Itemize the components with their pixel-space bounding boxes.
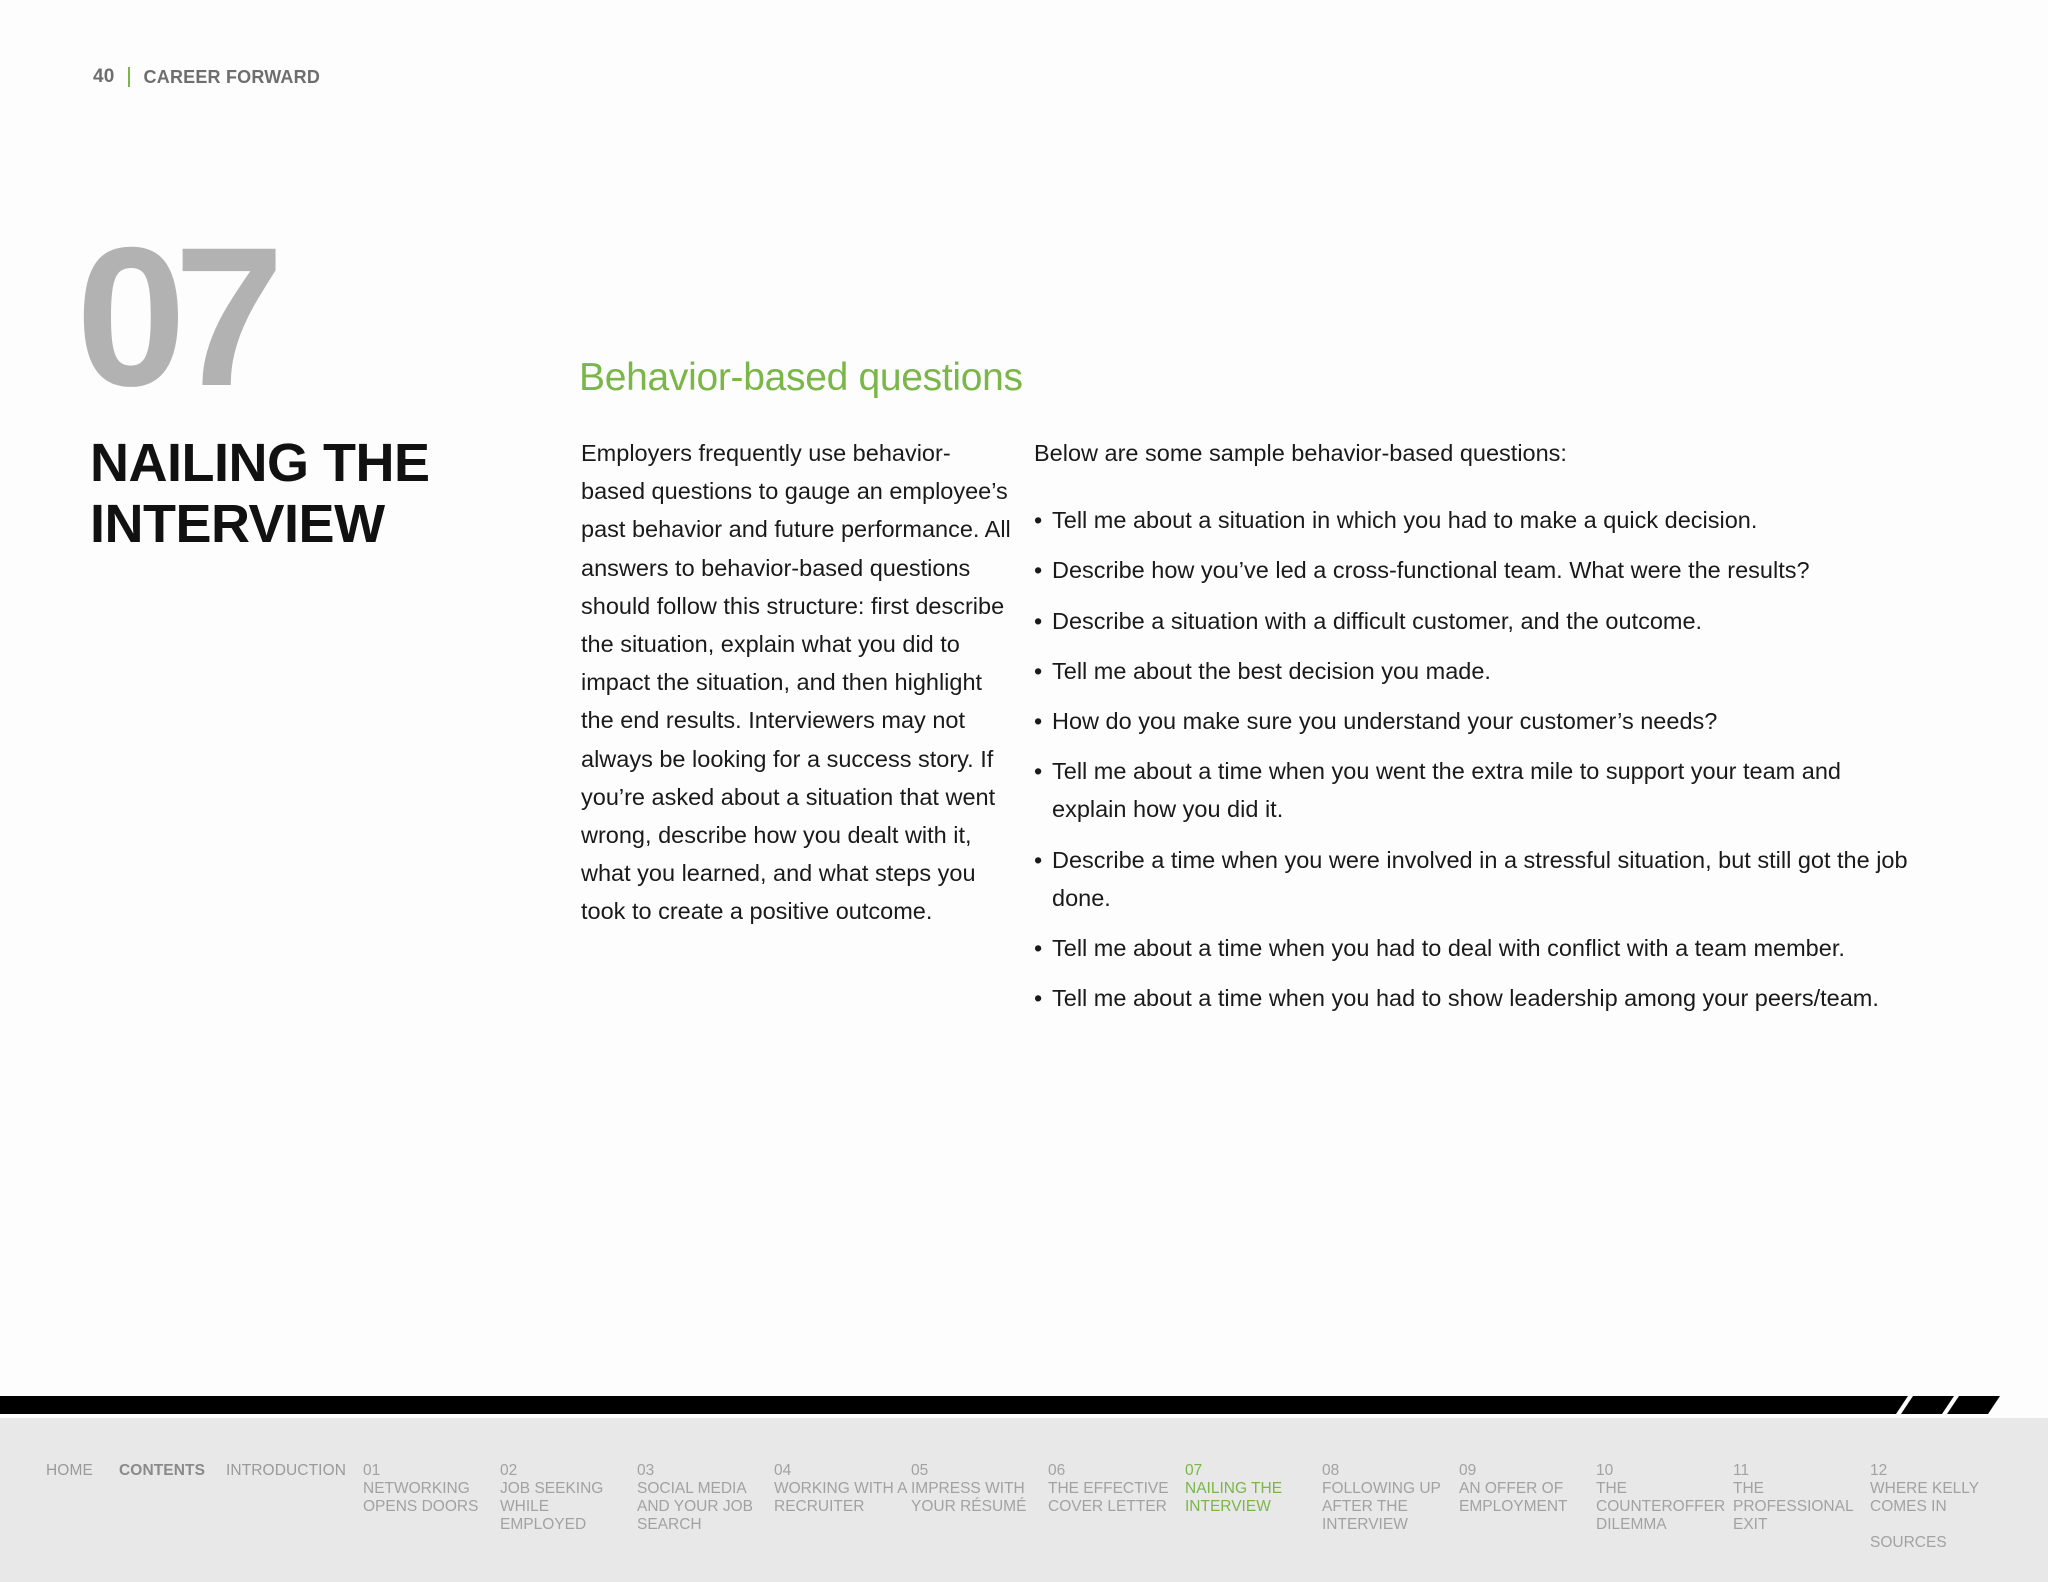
bullet: • — [1034, 557, 1043, 584]
question-item: • Describe a situation with a difficult customer, and the outcome. — [1034, 602, 1914, 640]
publication-title: CAREER FORWARD — [143, 66, 321, 87]
footer-stripe-slash — [1901, 1396, 1954, 1414]
nav-sources[interactable]: SOURCES — [1870, 1534, 1947, 1551]
bullet: • — [1034, 507, 1043, 534]
nav-home[interactable]: HOME — [46, 1462, 93, 1479]
question-item: • Tell me about a situation in which you had to make a quick decision. — [1034, 501, 1914, 539]
bullet: • — [1034, 985, 1043, 1012]
chapter-title-line: NAILING THE — [90, 433, 430, 493]
body-column — [581, 434, 1011, 931]
nav-introduction[interactable]: INTRODUCTION — [226, 1462, 347, 1479]
bullet: • — [1034, 758, 1043, 785]
nav-chapter-10[interactable]: 10 THE COUNTEROFFER DILEMMA — [1596, 1462, 1726, 1533]
question-item: • Tell me about a time when you had to show leadership among your peers/team. — [1034, 979, 1914, 1017]
chapter-title — [90, 433, 430, 555]
question-item: • Tell me about a time when you had to deal with conflict with a team member. — [1034, 929, 1914, 967]
footer-stripe-main — [0, 1396, 1908, 1414]
questions-intro: Below are some sample behavior-based questions: — [1034, 440, 1567, 466]
header-divider — [128, 67, 130, 87]
nav-chapter-05[interactable]: 05 IMPRESS WITH YOUR RÉSUMÉ — [911, 1462, 1027, 1515]
nav-chapter-11[interactable]: 11 THE PROFESSIONAL EXIT — [1733, 1462, 1854, 1533]
question-item: • Describe a time when you were involved in a stressful situation, but still got the job done. — [1034, 841, 1914, 917]
chapter-title-line: INTERVIEW — [90, 494, 385, 554]
body-paragraph: Employers frequently use behavior-based questions to gauge an employee’s past behavior and future performance. All answers to behavior-based questions should follow this structure: first describe the situation, explain what you did to impact the situation, and then highlight the end results. Interviewers may not always be looking for a success story. If you’re asked about a situation that went wrong, describe how you dealt with it, what you learned, and what steps you took to create a positive outcome. — [581, 440, 1011, 925]
questions-column — [1034, 434, 1914, 1029]
nav-chapter-02[interactable]: 02 JOB SEEKING WHILE EMPLOYED — [500, 1462, 604, 1533]
bullet: • — [1034, 657, 1043, 684]
bullet: • — [1034, 708, 1043, 735]
footer-stripe — [0, 1396, 2048, 1414]
question-item: • How do you make sure you understand your customer’s needs? — [1034, 702, 1914, 740]
nav-chapter-07[interactable]: 07 NAILING THE INTERVIEW — [1185, 1462, 1283, 1515]
nav-chapter-04[interactable]: 04 WORKING WITH A RECRUITER — [774, 1462, 907, 1515]
nav-chapter-03[interactable]: 03 SOCIAL MEDIA AND YOUR JOB SEARCH — [637, 1462, 753, 1533]
page-header — [93, 66, 320, 88]
footer-stripe-slash — [1947, 1396, 2000, 1414]
section-heading: Behavior-based questions — [579, 356, 1023, 399]
page-number: 40 — [93, 66, 115, 87]
question-item: • Tell me about a time when you went the extra mile to support your team and explain how you did it. — [1034, 752, 1914, 828]
bullet: • — [1034, 935, 1043, 962]
nav-chapter-09[interactable]: 09 AN OFFER OF EMPLOYMENT — [1459, 1462, 1568, 1515]
bullet: • — [1034, 846, 1043, 873]
question-item: • Tell me about the best decision you made. — [1034, 652, 1914, 690]
questions-list — [1034, 501, 1914, 1017]
nav-chapter-06[interactable]: 06 THE EFFECTIVE COVER LETTER — [1048, 1462, 1169, 1515]
nav-chapter-01[interactable]: 01 NETWORKING OPENS DOORS — [363, 1462, 479, 1515]
question-item: • Describe how you’ve led a cross-functional team. What were the results? — [1034, 551, 1914, 589]
chapter-number: 07 — [76, 206, 273, 427]
bullet: • — [1034, 607, 1043, 634]
nav-contents[interactable]: CONTENTS — [119, 1462, 206, 1479]
nav-chapter-08[interactable]: 08 FOLLOWING UP AFTER THE INTERVIEW — [1322, 1462, 1441, 1533]
nav-chapter-12[interactable]: 12 WHERE KELLY COMES IN SOURCES — [1870, 1462, 1990, 1552]
